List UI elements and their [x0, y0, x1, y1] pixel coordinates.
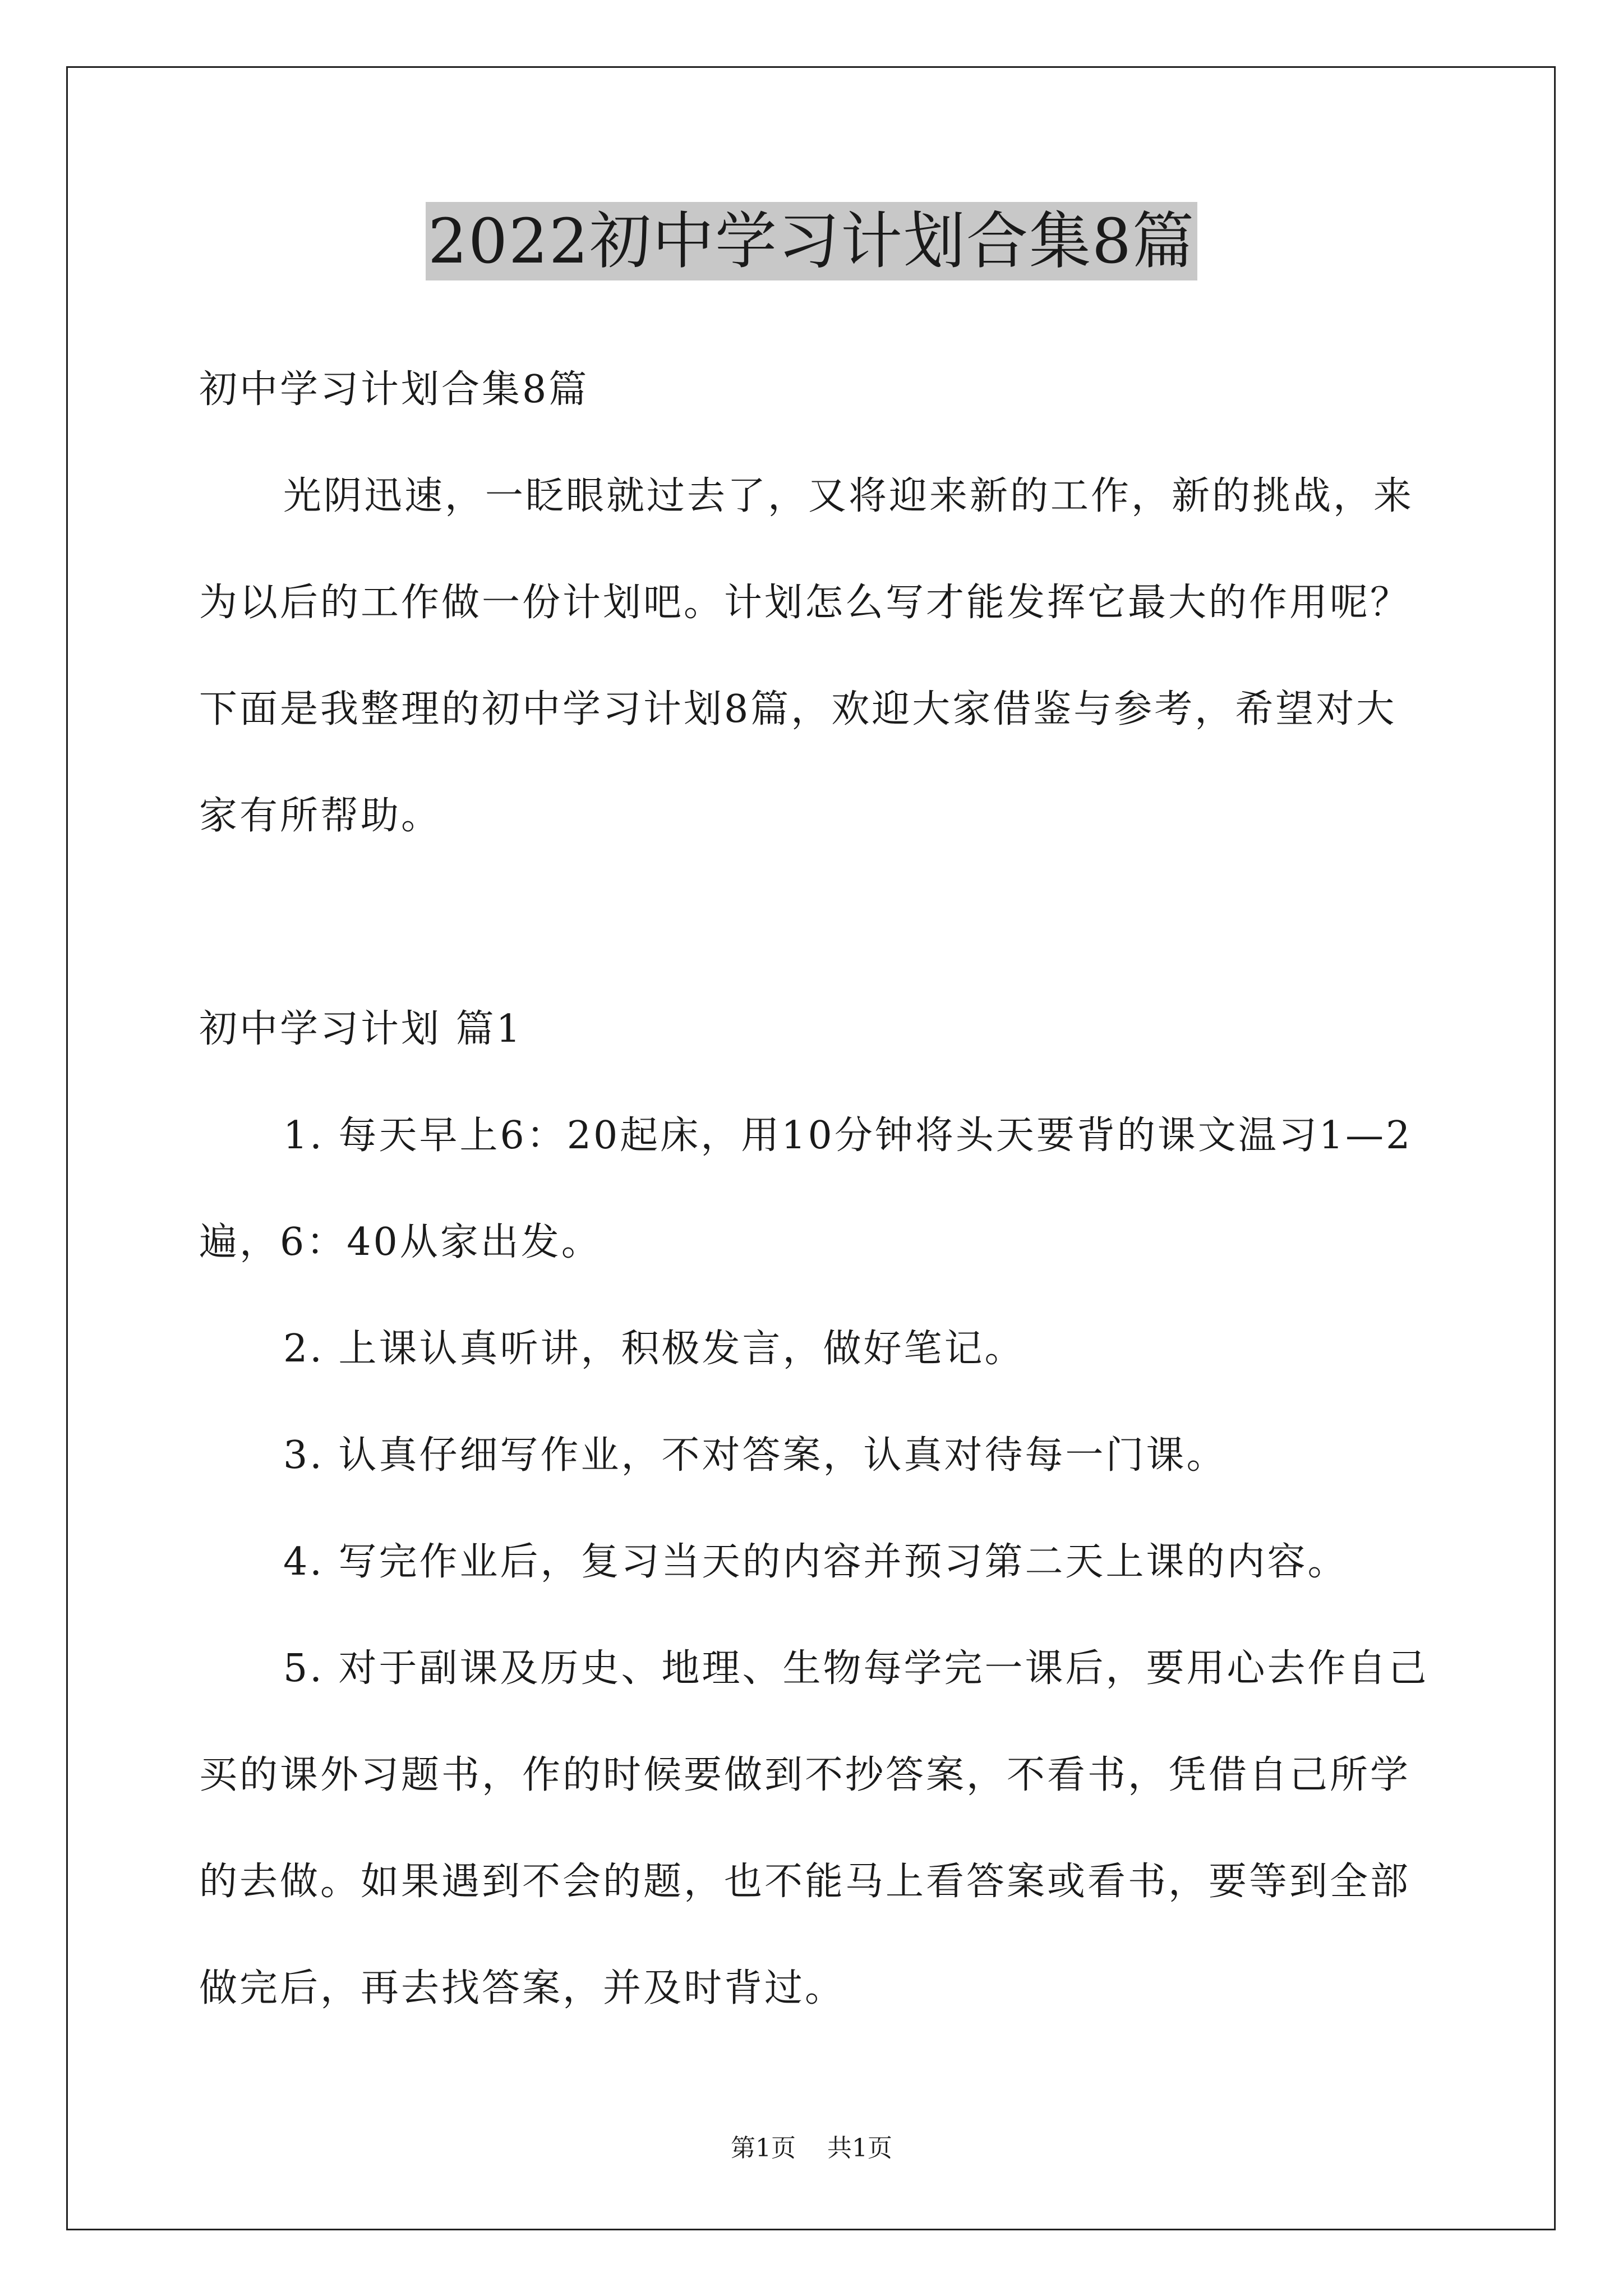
item-5-line-2: 买的课外习题书，作的时候要做到不抄答案，不看书，凭借自己所学 — [199, 1753, 1411, 1797]
item-5-line-4: 做完后，再去找答案，并及时背过。 — [199, 1966, 846, 2010]
intro-line-4: 家有所帮助。 — [199, 794, 442, 838]
document-title: 2022初中学习计划合集8篇 — [426, 202, 1197, 280]
title-block — [0, 202, 1623, 280]
item-1-line-1: 1. 每天早上6：20起床，用10分钟将头天要背的课文温习1—2 — [283, 1114, 1413, 1158]
item-2: 2. 上课认真听讲，积极发言，做好笔记。 — [283, 1327, 1025, 1371]
section-heading: 初中学习计划 篇1 — [199, 1007, 523, 1051]
page-footer — [0, 2132, 1623, 2165]
item-5-line-3: 的去做。如果遇到不会的题，也不能马上看答案或看书，要等到全部 — [199, 1860, 1411, 1904]
intro-line-3: 下面是我整理的初中学习计划8篇，欢迎大家借鉴与参考，希望对大 — [199, 687, 1397, 731]
item-5-line-1: 5. 对于副课及历史、地理、生物每学完一课后，要用心去作自己 — [283, 1646, 1429, 1691]
item-1-line-2: 遍，6：40从家出发。 — [199, 1220, 602, 1264]
intro-line-2: 为以后的工作做一份计划吧。计划怎么写才能发挥它最大的作用呢？ — [199, 581, 1411, 625]
subtitle-line: 初中学习计划合集8篇 — [199, 367, 589, 412]
page-total: 共1页 — [827, 2134, 892, 2162]
item-4: 4. 写完作业后，复习当天的内容并预习第二天上课的内容。 — [283, 1540, 1348, 1584]
intro-line-1: 光阴迅速，一眨眼就过去了，又将迎来新的工作，新的挑战，来 — [283, 474, 1414, 518]
page-number: 第1页 — [731, 2134, 796, 2162]
item-3: 3. 认真仔细写作业，不对答案，认真对待每一门课。 — [283, 1433, 1227, 1478]
paragraph-gap — [199, 869, 1433, 976]
document-body — [199, 337, 1433, 2042]
